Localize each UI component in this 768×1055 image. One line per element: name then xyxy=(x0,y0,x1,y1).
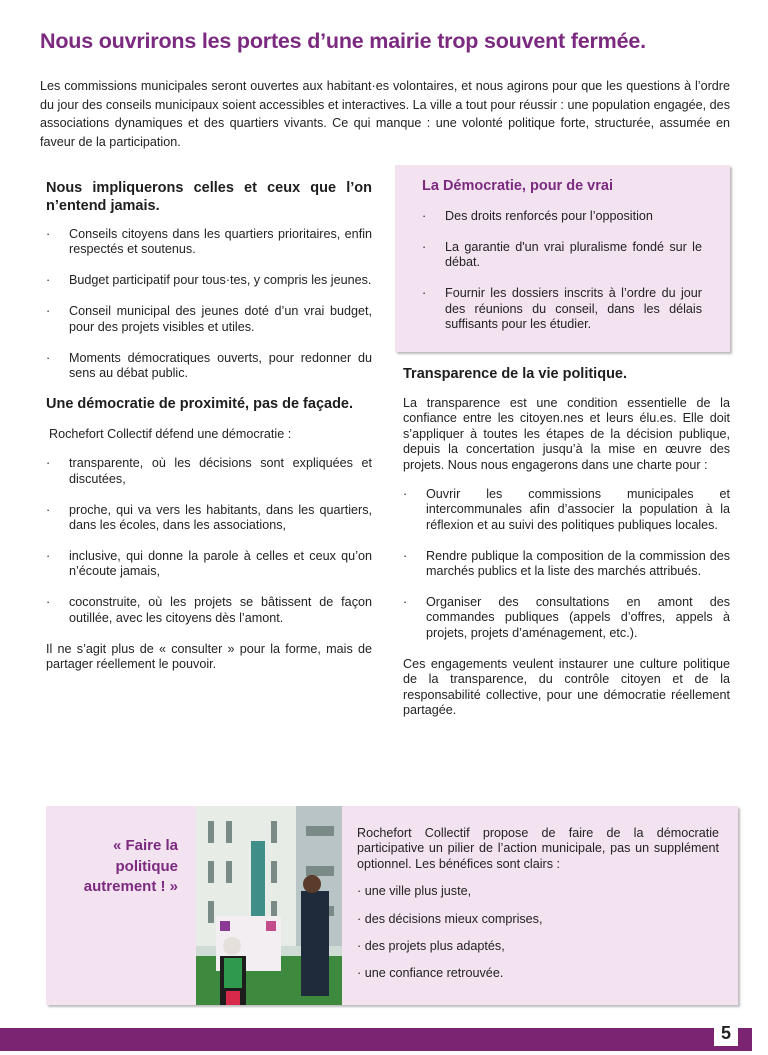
list-participation xyxy=(46,227,372,381)
list-item xyxy=(46,456,372,487)
list-item xyxy=(403,487,730,533)
list-item xyxy=(46,304,372,335)
benefit-item: · une ville plus juste, xyxy=(357,884,472,899)
page-title: Nous ouvrirons les portes d’une mairie trop souvent fermée. xyxy=(40,29,646,53)
bullet: · xyxy=(422,209,427,223)
list-item xyxy=(403,595,730,641)
photo-residents-conversation xyxy=(196,806,342,1005)
bullet: · xyxy=(46,456,51,471)
heading-impliquerons: Nous impliquerons celles et ceux que l’on n’entend jamais. xyxy=(46,180,372,214)
list-item xyxy=(46,227,372,258)
bottom-text: Rochefort Collectif propose de faire de la démocratie participative un pilier de l’action municipale, pas un supplément optionnel. Les bénéfices sont clairs : xyxy=(357,826,719,871)
list-item-text: Fournir les dossiers inscrits à l’ordre du jour des réunions du conseil, dans les délais suffisants pour les étudier. xyxy=(445,286,702,332)
closing-text: Il ne s’agit plus de « consulter » pour la forme, mais de partager réellement le pouvoir. xyxy=(46,641,372,671)
lead-text: Rochefort Collectif défend une démocratie : xyxy=(49,426,292,441)
bullet: · xyxy=(46,273,51,288)
bullet: · xyxy=(403,595,408,610)
list-item xyxy=(422,240,702,271)
list-item-text: coconstruite, où les projets se bâtissent de façon outillée, avec les citoyens dès l’amont. xyxy=(69,595,372,625)
right-column xyxy=(403,365,730,718)
list-item-text: inclusive, qui donne la parole à celles et ceux qu’on n’écoute jamais, xyxy=(69,548,372,579)
bottom-box xyxy=(46,806,738,1005)
bullet: · xyxy=(422,239,427,254)
benefit-item: · une confiance retrouvée. xyxy=(357,966,504,981)
list-item xyxy=(46,503,372,534)
bullet: · xyxy=(46,227,51,241)
left-column xyxy=(46,179,372,672)
quote: « Faire la politique autrement ! » xyxy=(83,837,178,895)
bullet: · xyxy=(46,595,51,610)
benefit-item: · des décisions mieux comprises, xyxy=(357,911,543,926)
list-item-text: Ouvrir les commissions municipales et intercommunales afin d’associer la population à la réflexion et au suivi des politiques publiques locales. xyxy=(426,487,730,532)
list-charte xyxy=(403,487,730,641)
list-item xyxy=(46,549,372,580)
list-item-text: Conseils citoyens dans les quartiers prioritaires, enfin respectés et soutenus. xyxy=(69,227,372,257)
box-heading: La Démocratie, pour de vrai xyxy=(422,178,613,194)
list-item-text: Rendre publique la composition de la commission des marchés publics et la liste des marchés attribués. xyxy=(426,548,730,579)
bullet: · xyxy=(403,548,408,563)
intro-paragraph: Les commissions municipales seront ouvertes aux habitant·es volontaires, et nous agirons pour que les questions à l’ordre du jour des conseils municipaux soient accessibles et interactives. La ville a tout pour réussir : une population engagée, des associations dynamiques et des quartiers vivants. Ce qui manque : une volonté politique forte, structurée, assumée en faveur de la participation. xyxy=(40,79,730,149)
list-item-text: Conseil municipal des jeunes doté d’un vrai budget, pour des projets visibles et utiles. xyxy=(69,304,372,334)
list-item-text: Organiser des consultations en amont des commandes publiques (appels d’offres, appels à projets, projets d’aménagement, etc.). xyxy=(426,595,730,640)
box-list xyxy=(422,209,702,348)
list-item xyxy=(422,209,702,224)
footer-band xyxy=(0,1028,752,1051)
bullet: · xyxy=(46,304,51,319)
bullet: · xyxy=(422,286,427,301)
list-item-text: La garantie d'un vrai pluralisme fondé sur le débat. xyxy=(445,239,702,270)
list-item-text: Budget participatif pour tous·tes, y compris les jeunes. xyxy=(69,273,372,288)
list-democratie xyxy=(46,456,372,626)
list-item xyxy=(422,286,702,332)
list-item-text: proche, qui va vers les habitants, dans les quartiers, dans les écoles, dans les associations, xyxy=(69,502,372,532)
list-item xyxy=(46,273,372,288)
list-item xyxy=(46,595,372,626)
page-number: 5 xyxy=(714,1020,738,1046)
heading-transparence: Transparence de la vie politique. xyxy=(403,366,628,382)
bullet: · xyxy=(46,502,51,517)
democratie-box xyxy=(395,165,730,352)
list-item-text: Moments démocratiques ouverts, pour redonner du sens au débat public. xyxy=(69,350,372,380)
transparence-closing: Ces engagements veulent instaurer une culture politique de la transparence, du contrôle citoyen et de la responsabilité collective, pour une démocratie réellement partagée. xyxy=(403,656,730,717)
benefit-item: · des projets plus adaptés, xyxy=(357,939,505,954)
bullet: · xyxy=(46,350,51,365)
list-item xyxy=(403,549,730,580)
list-item-text: Des droits renforcés pour l’opposition xyxy=(445,209,653,223)
bullet: · xyxy=(403,487,408,502)
heading-proximite: Une démocratie de proximité, pas de façade. xyxy=(46,395,354,412)
list-item xyxy=(46,351,372,382)
list-item-text: transparente, où les décisions sont expliquées et discutées, xyxy=(69,456,372,486)
bottom-text-block xyxy=(357,826,719,982)
transparence-lead: La transparence est une condition essentielle de la confiance entre les citoyen.nes et leurs élu.es. Elle doit s’appliquer à toutes les étapes de la décision publique, depuis la concertation jusqu’à la mise en œuvre des projets. Nous nous engagerons dans une charte pour : xyxy=(403,396,730,472)
bullet: · xyxy=(46,548,51,563)
